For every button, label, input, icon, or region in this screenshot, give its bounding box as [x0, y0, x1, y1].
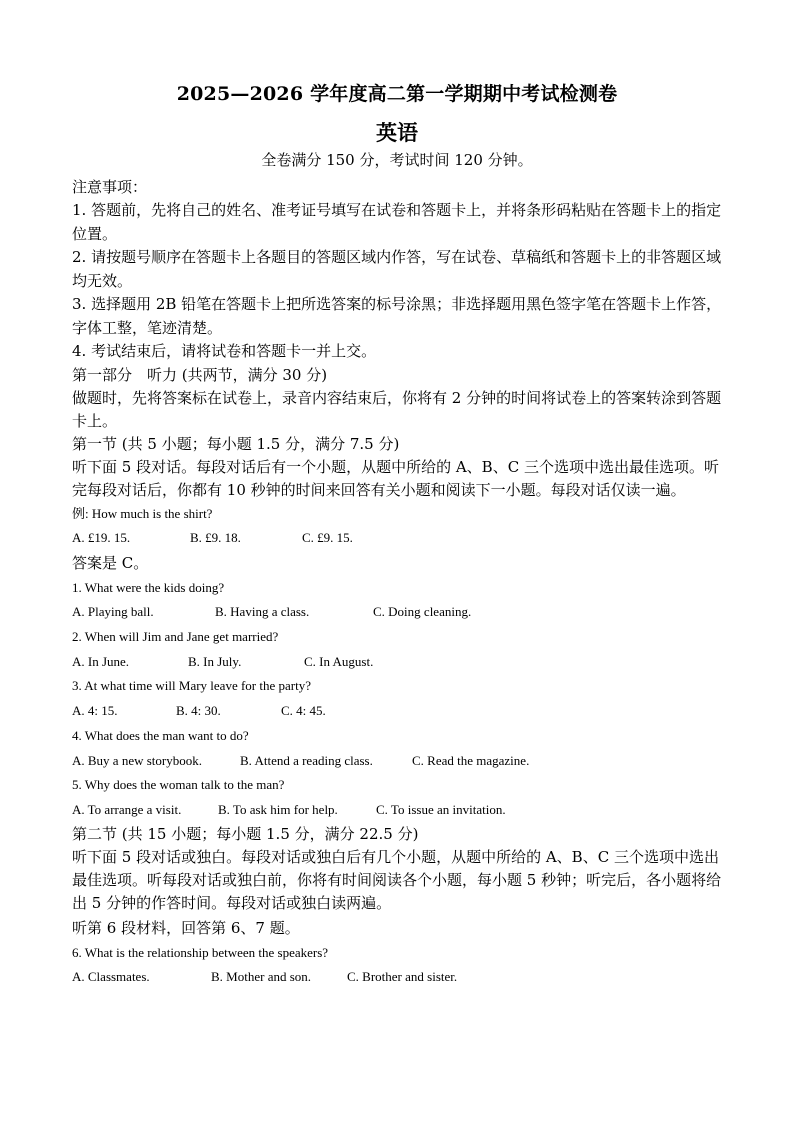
question-2: 2. When will Jim and Jane get married?	[72, 629, 279, 645]
notice-item-4: 4. 考试结束后，请将试卷和答题卡一并上交。	[72, 342, 377, 360]
option-c: C. £9. 15.	[302, 530, 353, 546]
exam-title: 2025—2026 学年度高二第一学期期中考试检测卷	[176, 83, 618, 105]
example-question: 例: How much is the shirt?	[72, 505, 213, 521]
section1-heading: 第一节 (共 5 小题；每小题 1.5 分，满分 7.5 分)	[72, 434, 400, 453]
option-c: C. Brother and sister.	[347, 969, 458, 985]
question-1-options	[72, 600, 722, 625]
question-4: 4. What does the man want to do?	[72, 727, 249, 743]
option-b: B. Mother and son.	[211, 969, 312, 985]
part1-instruction: 做题时，先将答案标在试卷上，录音内容结束后，你将有 2 分钟的时间将试卷上的答案转涂到答题卡上。	[72, 388, 722, 430]
question-4-options	[72, 749, 722, 774]
notice-item-2: 2. 请按题号顺序在答题卡上各题目的答题区域内作答，写在试卷、草稿纸和答题卡上的非答题区域均无效。	[72, 248, 722, 290]
notice-item-3: 3. 选择题用 2B 铅笔在答题卡上把所选答案的标号涂黑；非选择题用黑色签字笔在答题卡上作答，字体工整，笔迹清楚。	[72, 295, 722, 337]
material-note: 听第 6 段材料，回答第 6、7 题。	[72, 918, 300, 937]
option-b: B. Having a class.	[215, 604, 310, 620]
example-options	[72, 526, 722, 551]
question-2-options	[72, 650, 722, 675]
option-a: A. £19. 15.	[72, 530, 131, 546]
subject-title: 英语	[376, 120, 418, 145]
notice-item-1: 1. 答题前，先将自己的姓名、准考证号填写在试卷和答题卡上，并将条形码粘贴在答题卡上的指定位置。	[72, 201, 722, 243]
option-c: C. 4: 45.	[281, 703, 326, 719]
option-b: B. 4: 30.	[176, 703, 221, 719]
section2-heading: 第二节 (共 15 小题；每小题 1.5 分，满分 22.5 分)	[72, 824, 419, 843]
exam-page	[72, 82, 722, 990]
option-b: B. £9. 18.	[190, 530, 241, 546]
option-b: B. To ask him for help.	[218, 801, 338, 817]
option-c: C. To issue an invitation.	[376, 801, 506, 817]
option-a: A. Classmates.	[72, 969, 150, 985]
question-6-options	[72, 965, 722, 990]
question-5-options	[72, 798, 722, 823]
option-a: A. Buy a new storybook.	[72, 752, 202, 768]
question-3: 3. At what time will Mary leave for the party?	[72, 678, 311, 694]
option-a: A. 4: 15.	[72, 703, 118, 719]
question-5: 5. Why does the woman talk to the man?	[72, 777, 285, 793]
option-b: B. In July.	[188, 653, 242, 669]
option-c: C. Doing cleaning.	[373, 604, 472, 620]
option-a: A. To arrange a visit.	[72, 801, 182, 817]
question-1: 1. What were the kids doing?	[72, 579, 225, 595]
part1-heading: 第一部分 听力 (共两节，满分 30 分)	[72, 365, 328, 384]
question-6: 6. What is the relationship between the speakers?	[72, 944, 329, 960]
section1-instruction: 听下面 5 段对话。每段对话后有一个小题，从题中所给的 A、B、C 三个选项中选出最佳选项。听完每段对话后，你都有 10 秒钟的时间来回答有关小题和阅读下一小题。每段对话仅读一遍。	[72, 457, 719, 499]
notice-heading: 注意事项：	[72, 178, 148, 196]
example-answer: 答案是 C。	[72, 553, 149, 572]
option-a: A. In June.	[72, 653, 130, 669]
section2-instruction: 听下面 5 段对话或独白。每段对话或独白后有几个小题，从题中所给的 A、B、C 三个选项中选出最佳选项。听每段对话或独白前，你将有时间阅读各个小题，每小题 5 秒钟；听完后，各小题将给出 5 分钟的作答时间。每段对话或独白读两遍。	[72, 847, 722, 912]
option-a: A. Playing ball.	[72, 604, 154, 620]
option-b: B. Attend a reading class.	[240, 752, 373, 768]
option-c: C. In August.	[304, 653, 374, 669]
question-3-options	[72, 699, 722, 724]
score-line: 全卷满分 150 分，考试时间 120 分钟。	[261, 151, 533, 169]
option-c: C. Read the magazine.	[412, 752, 530, 768]
